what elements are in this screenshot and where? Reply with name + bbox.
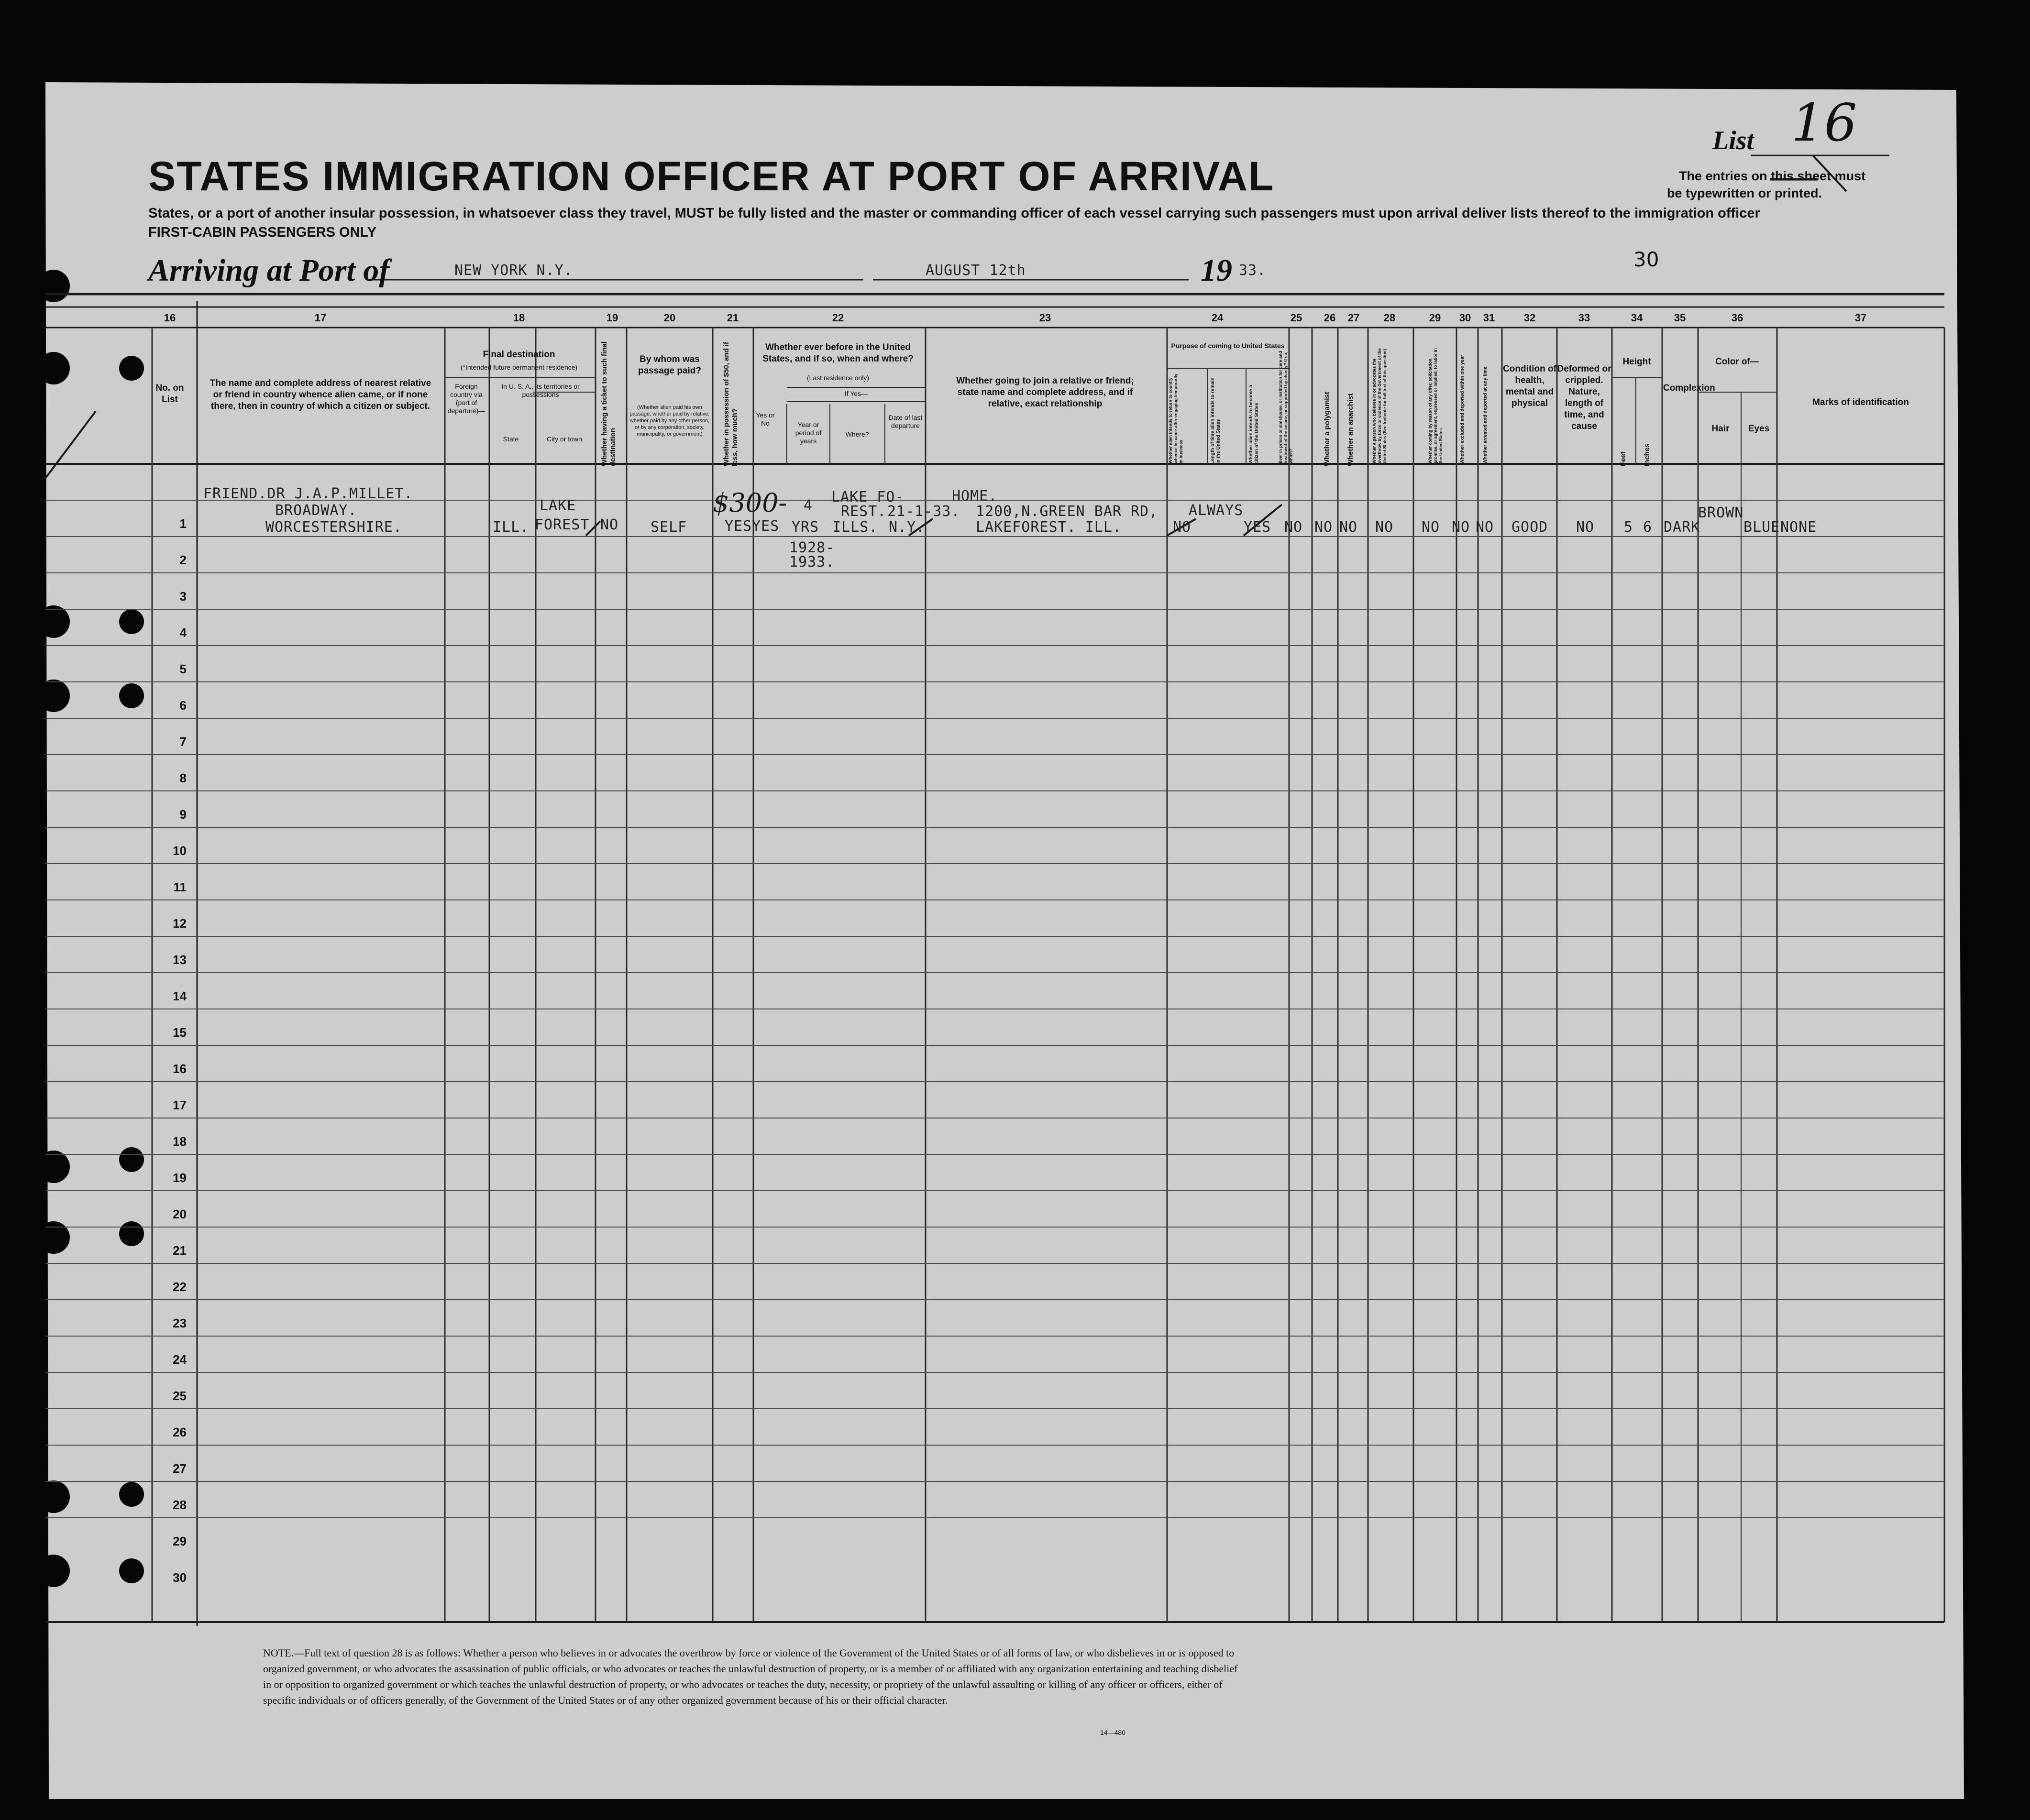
heading-complexion: Complexion [1663, 383, 1715, 393]
heading-marks: Marks of identification [1812, 397, 1909, 407]
col-number: 32 [1523, 312, 1536, 324]
col-number: 26 [1324, 312, 1336, 324]
arrested-value: NO [1476, 519, 1494, 536]
city-line-1: LAKE [540, 497, 576, 514]
col-number: 36 [1731, 312, 1743, 324]
row-number: 29 [173, 1534, 187, 1548]
col-number: 20 [663, 312, 676, 324]
row-number: 28 [173, 1498, 187, 1512]
heading-in-usa: In U. S. A., its territories or possessions [501, 383, 580, 398]
row-number: 17 [173, 1098, 187, 1112]
row-number: 12 [173, 916, 187, 931]
health-value: GOOD [1511, 519, 1548, 536]
heading-ever-in-us-sub: (Last residence only) [807, 374, 869, 382]
col-number: 17 [314, 312, 327, 324]
heading-height: Height [1622, 357, 1651, 367]
col-number: 33 [1578, 312, 1590, 324]
money-handwritten: $300- [713, 488, 787, 518]
row-number: 22 [173, 1280, 187, 1294]
year-suffix: 33. [1239, 262, 1267, 279]
labor-value: NO [1422, 519, 1440, 536]
heading-last-departure: Date of last departure [888, 414, 923, 429]
heading-purpose: Purpose of coming to United States [1171, 342, 1285, 350]
row-number: 16 [173, 1062, 187, 1076]
state-value: ILL. [493, 519, 530, 536]
heading-purpose-citizen: Whether alien intends to become a citizen of the United States [1248, 384, 1259, 464]
row-number: 23 [173, 1316, 187, 1330]
row-number: 7 [179, 735, 187, 749]
row-number: 20 [173, 1207, 187, 1221]
row-number: 30 [173, 1570, 187, 1585]
city-line-2: FOREST [535, 516, 590, 533]
passage-paid-value: SELF [651, 519, 687, 536]
form-number: 14—480 [1100, 1729, 1125, 1736]
heading-labor: Whether coming by reason of any offer, solicitation, promise, or agreement, expressed or implied, to labor in the United States [1428, 348, 1443, 463]
heading-arrested: Whether arrested and deported at any time [1483, 366, 1488, 464]
heading-anarchist: Whether an anarchist [1346, 393, 1355, 466]
excluded-value: NO [1452, 519, 1470, 536]
heading-polygamist: Whether a polygamist [1323, 392, 1331, 466]
row-number: 6 [179, 698, 187, 713]
col-number: 30 [1459, 312, 1471, 324]
heading-years: Year or period of years [795, 421, 822, 445]
years-line-1: 4 [804, 497, 813, 514]
heading-final-destination-sub: (*Intended future permanent residence) [460, 363, 578, 371]
footnote-question-28: NOTE.—Full text of question 28 is as follows: Whether a person who believes in or advocates the overthrow by force or violence of the Government of the United States or of all forms of law, or who disbelieves in or is opposed to organized government, or who advocates the assassination of public officials, or who advocates or teaches the unlawful destruction of property, or is a member of or affiliated with any organization entertaining and teaching disbelief in or opposition to organized government or which teaches the unlawful destruction of property, or who advocates or teaches the duty, necessity, or propriety of the unlawful assaulting or killing of any officer or officers, either of specific individuals or of officers generally, of the Government of the United States or of any other organized government because of his or their official character. [263, 1647, 1238, 1706]
where-line-1: LAKE FO- [831, 489, 905, 505]
list-number: 16 [1791, 93, 1857, 153]
feet-value: 5 [1624, 519, 1633, 536]
row-number: 26 [173, 1425, 187, 1439]
heading-city: City or town [547, 435, 582, 443]
heading-eyes: Eyes [1748, 424, 1770, 434]
joining-line-3: LAKEFOREST. ILL. [976, 519, 1122, 536]
col-number: 37 [1854, 312, 1867, 324]
col-number: 21 [727, 312, 739, 324]
col-number: 16 [164, 312, 176, 324]
heading-if-yes: If Yes— [844, 390, 868, 397]
last-departure-line-2: N.Y. [889, 519, 926, 536]
date-value: AUGUST 12th [926, 262, 1026, 279]
arriving-label: Arriving at Port of [148, 253, 390, 288]
ticket-value: NO [600, 516, 619, 533]
prison-value: NO [1284, 519, 1303, 536]
eyes-value: BLUE [1743, 519, 1780, 536]
col-number: 18 [513, 312, 525, 324]
row-number: 15 [173, 1025, 187, 1040]
hair-value: BROWN [1698, 504, 1744, 521]
instructions-line-1: States, or a port of another insular possession, in whatsoever class they travel, MUST be fully listed and the master or commanding officer of each vessel carrying such passengers must upon arrival deliver lists thereof to the immigration officer [148, 206, 1760, 221]
col-number: 34 [1631, 312, 1643, 324]
marks-value: NONE [1780, 519, 1817, 536]
list-label: List [1712, 126, 1754, 155]
before-in-us-value: YES [752, 518, 780, 535]
heading-yes-or-no: Yes or No [756, 411, 775, 427]
years-line-4: 1933. [789, 554, 835, 570]
col-number: 29 [1429, 312, 1441, 324]
where-line-2: REST. [841, 503, 887, 520]
overthrow-value: NO [1375, 519, 1394, 536]
stay-length-value: ALWAYS [1189, 502, 1244, 519]
heading-final-destination: Final destination [483, 350, 555, 360]
row-number: 21 [173, 1243, 187, 1258]
col-number: 27 [1347, 312, 1360, 324]
where-line-3: ILLS. [832, 519, 878, 536]
entries-note-line-1: The entries on this sheet must [1679, 169, 1866, 183]
row-number: 4 [179, 625, 187, 640]
heading-health: Condition of health, mental and physical [1503, 364, 1556, 408]
heading-hair: Hair [1711, 424, 1730, 434]
heading-prison: Ever in prison or almshouse, or institution for care and treatment of the insane, or supported by charity? If so, which? [1278, 351, 1293, 463]
inches-value: 6 [1643, 519, 1653, 536]
paper-sheet [45, 82, 1964, 1799]
col-number: 28 [1383, 312, 1396, 324]
col-number: 22 [832, 312, 844, 324]
port-value: NEW YORK N.Y. [454, 262, 573, 279]
row-number: 24 [173, 1352, 187, 1367]
relative-line-3: WORCESTERSHIRE. [265, 519, 402, 536]
row-number: 27 [173, 1461, 187, 1476]
instructions-line-2: FIRST-CABIN PASSENGERS ONLY [148, 225, 376, 240]
heading-foreign-country: Foreign country via (port of departure)— [447, 383, 485, 415]
heading-deformed: Deformed or crippled. Nature, length of time, and cause [1557, 364, 1611, 431]
heading-ever-in-us: Whether ever before in the United States, and if so, when and where? [762, 342, 914, 364]
complexion-value: DARK [1664, 519, 1700, 536]
years-line-2: YRS [792, 519, 819, 536]
row-number: 19 [173, 1171, 187, 1185]
last-departure-line-1: 21-1-33. [887, 503, 960, 520]
row-number: 25 [173, 1389, 187, 1403]
heading-overthrow: Whether a person who believes in or advocates the overthrow by force or violence of the Government of the United States (See footnote for full text of this question) [1372, 348, 1387, 463]
heading-inches: Inches [1643, 443, 1651, 466]
years-line-3: 1928- [789, 539, 835, 556]
heading-money: Whether in possession of $50, and if less, how much? [722, 341, 739, 466]
row-number: 9 [179, 807, 187, 822]
joining-line-1: HOME. [952, 488, 998, 504]
joining-line-2: 1200,N.GREEN BAR RD, [976, 503, 1158, 520]
col-number: 31 [1483, 312, 1495, 324]
heading-passage-paid-sub: (Whether alien paid his own passage, whether paid by relative, whether paid by any other person, or by any corporation, society, municipality, or government) [629, 405, 710, 437]
heading-joining-relative: Whether going to join a relative or friend; state name and complete address, and if relative, exact relationship [956, 376, 1134, 409]
sheet-number: 30 [1633, 248, 1659, 271]
heading-state: State [503, 435, 519, 443]
row-number: 14 [173, 989, 187, 1003]
row-number: 13 [173, 953, 187, 967]
row-number: 2 [179, 553, 187, 567]
col-number: 19 [606, 312, 618, 324]
heading-no-on-list: No. on List [155, 383, 184, 405]
row-number: 11 [173, 880, 187, 894]
heading-purpose-length: Length of time alien intends to remain in the United States [1210, 377, 1221, 464]
money-value: YES [725, 518, 752, 535]
anarchist-value: NO [1339, 519, 1358, 536]
heading-ticket: Whether having a ticket to such final destination [600, 341, 617, 466]
heading-color-of: Color of— [1715, 357, 1759, 367]
col-number: 25 [1290, 312, 1302, 324]
row-number: 5 [179, 662, 187, 676]
row-number: 18 [173, 1134, 187, 1149]
return-home-value: NO [1173, 519, 1192, 536]
deformed-value: NO [1576, 519, 1595, 536]
heading-purpose-return: Whether alien intends to return to country whence he came after engaging temporarily in business [1168, 373, 1183, 463]
year-prefix: 19 [1201, 253, 1232, 288]
heading-excluded: Whether excluded and deported within one year [1460, 355, 1465, 464]
row-number: 8 [179, 771, 187, 785]
heading-relative-address: The name and complete address of nearest relative or friend in country whence alien came, or if none there, then in country of which a citizen or subject. [210, 378, 431, 411]
row-number: 3 [179, 589, 187, 603]
heading-where: Where? [845, 430, 869, 438]
col-number: 24 [1211, 312, 1224, 324]
heading-feet: Feet [1619, 451, 1627, 466]
citizen-value: YES [1244, 519, 1271, 536]
heading-passage-paid: By whom was passage paid? [638, 354, 701, 376]
polygamist-value: NO [1314, 519, 1333, 536]
form-title: STATES IMMIGRATION OFFICER AT PORT OF ARRIVAL [148, 153, 1275, 199]
row-number: 10 [173, 844, 187, 858]
relative-line-1: FRIEND.DR J.A.P.MILLET. [203, 485, 413, 502]
col-number: 23 [1039, 312, 1051, 324]
row-number: 1 [179, 516, 187, 531]
relative-line-2: BROADWAY. [275, 502, 357, 519]
entries-note-line-2: be typewritten or printed. [1667, 186, 1822, 200]
col-number: 35 [1674, 312, 1686, 324]
